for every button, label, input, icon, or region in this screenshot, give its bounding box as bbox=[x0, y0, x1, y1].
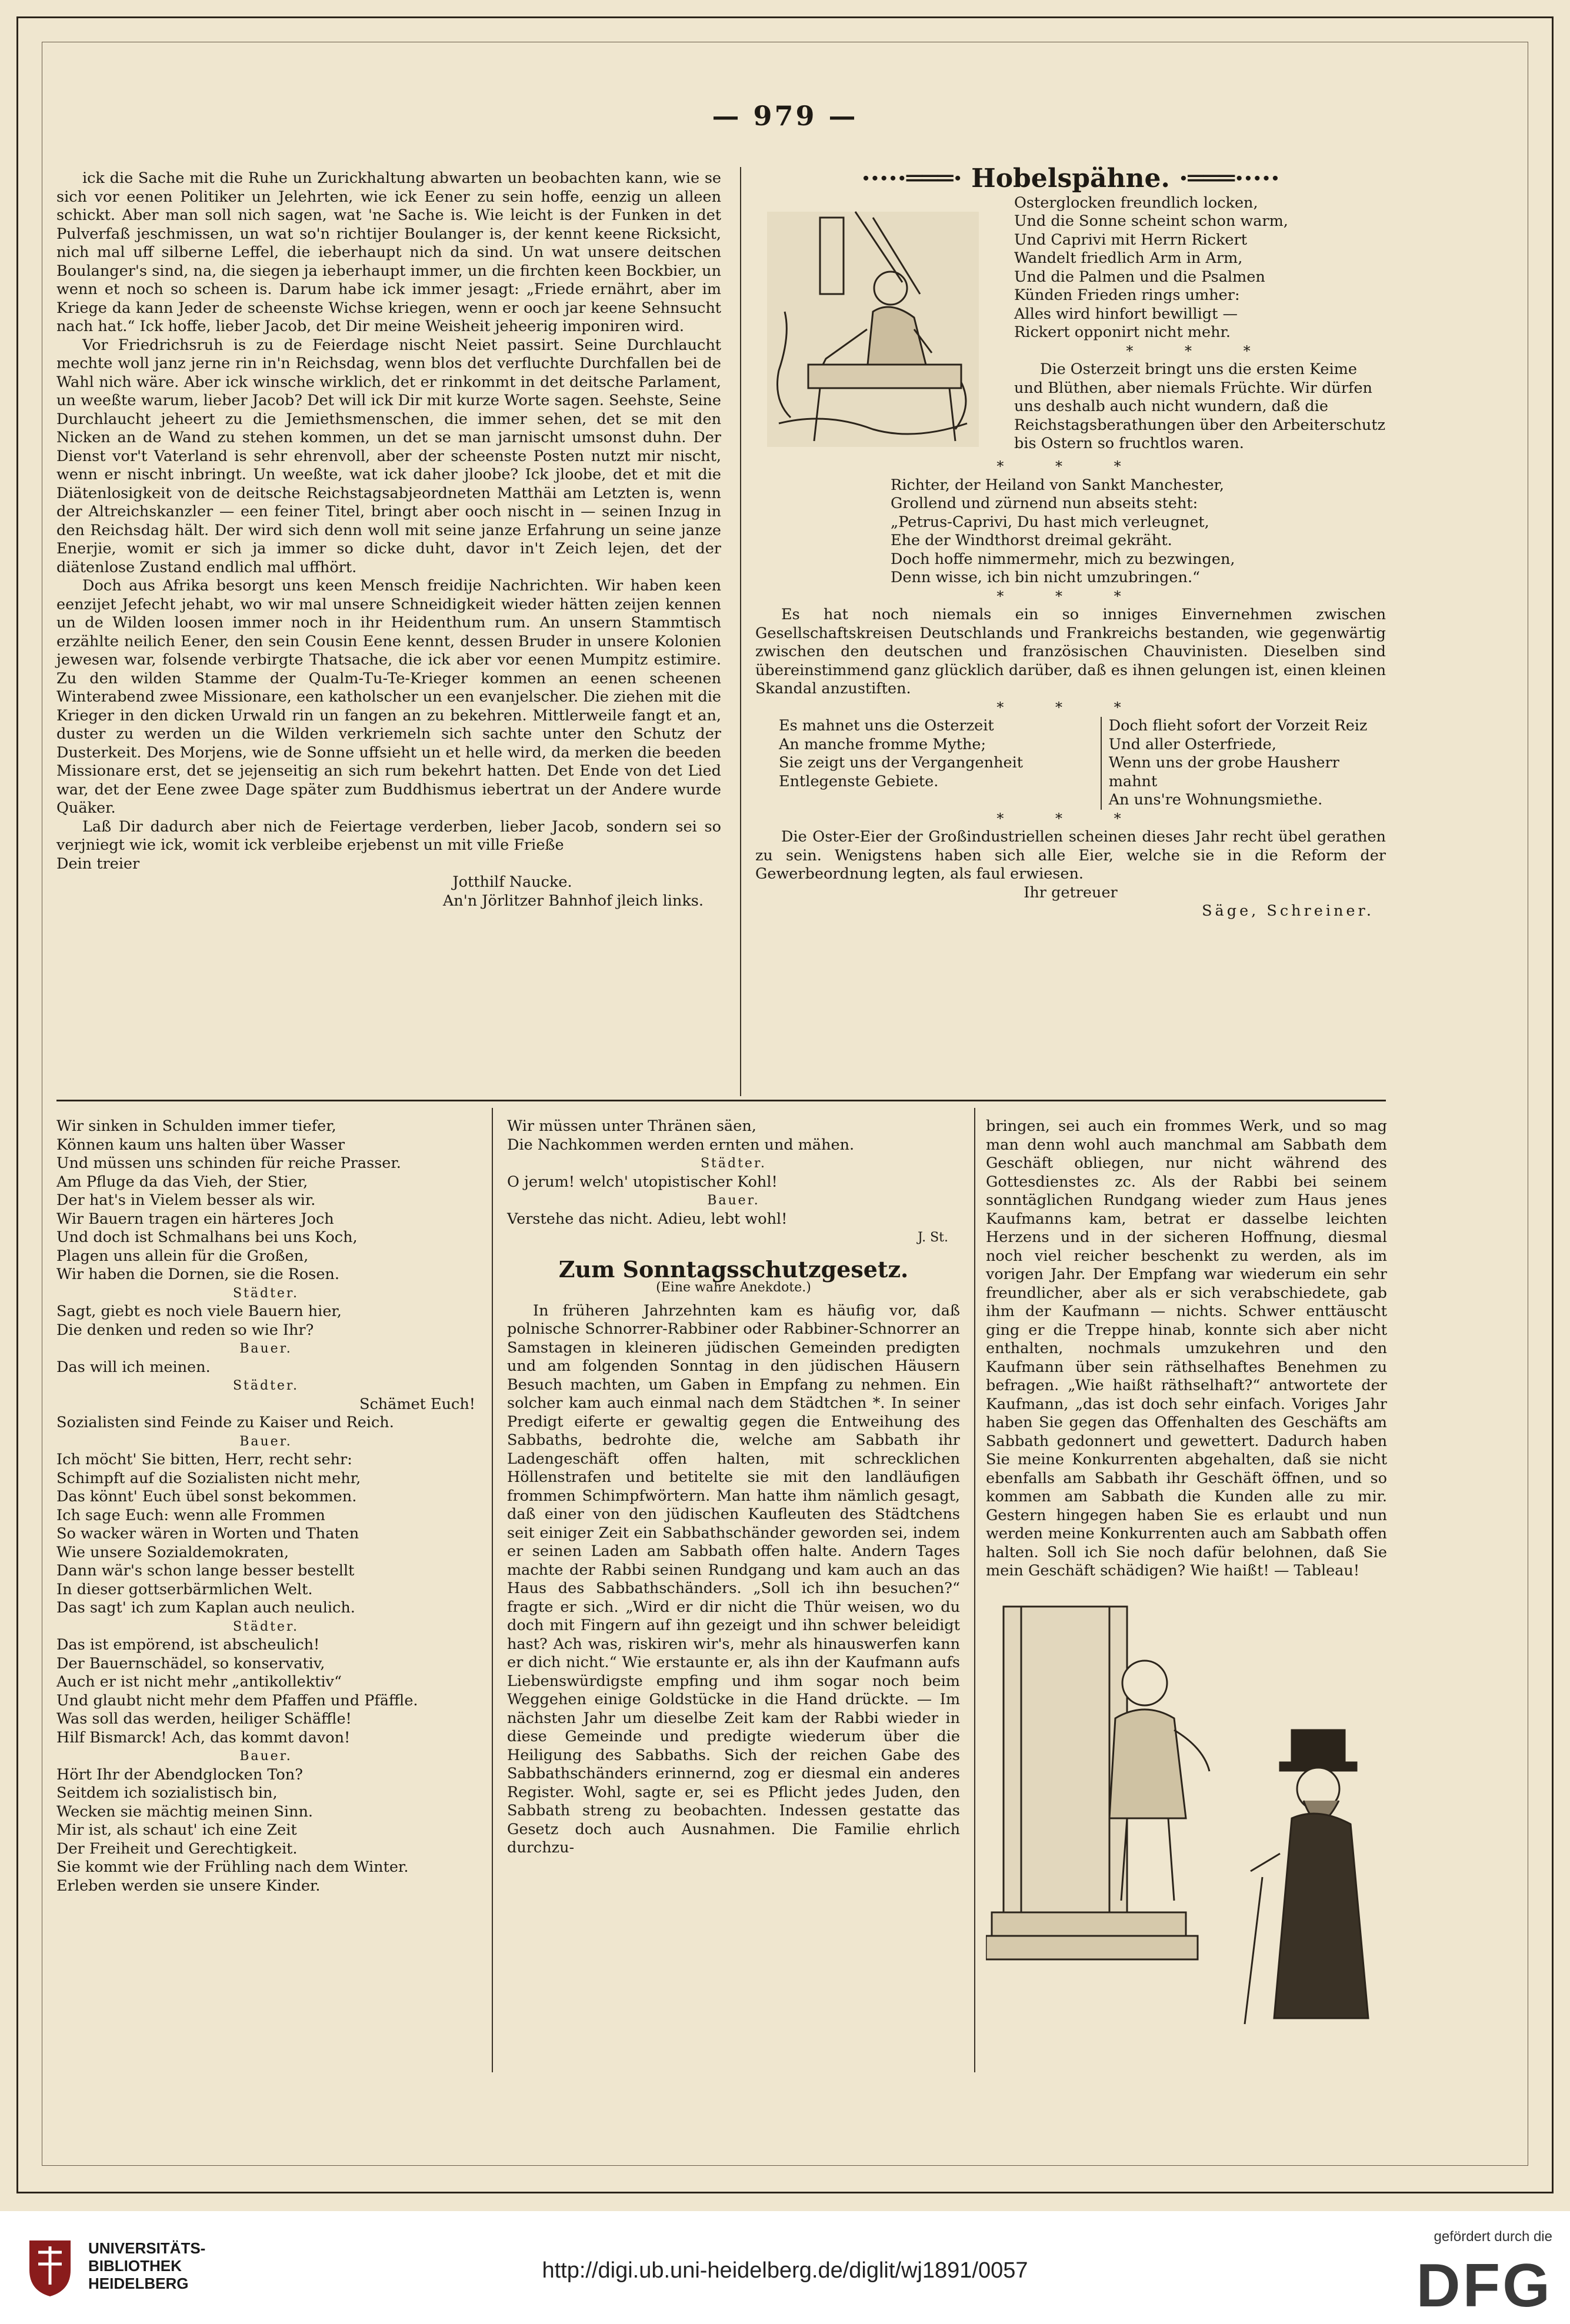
article-subheading: (Eine wahre Anekdote.) bbox=[656, 1280, 811, 1295]
poem-line: Wecken sie mächtig meinen Sinn. bbox=[56, 1802, 313, 1821]
poem-line: Sozialisten sind Feinde zu Kaiser und Reich. bbox=[56, 1414, 394, 1431]
poem-line: Wie unsere Sozialdemokraten, bbox=[56, 1543, 289, 1561]
poem-line: Rickert opponirt nicht mehr. bbox=[1014, 323, 1231, 341]
poem-line: An manche fromme Mythe; bbox=[779, 735, 986, 753]
poem-line: Die Nachkommen werden ernten und mähen. bbox=[507, 1136, 855, 1154]
hobel-signature: Säge, Schreiner. bbox=[1202, 902, 1374, 920]
section-divider bbox=[56, 1100, 1386, 1101]
section-stars: * * * bbox=[996, 699, 1145, 716]
column-divider bbox=[740, 167, 741, 1096]
speaker-label: Bauer. bbox=[239, 1749, 292, 1764]
poem-line: Sie zeigt uns der Vergangenheit bbox=[779, 754, 1023, 772]
letter-paragraph: Laß Dir dadurch aber nich de Feiertage verderben, lieber Jacob, sondern sei so verjniegt wie ick, womit ick verbleibe erjebenst un mit ville Frieße bbox=[56, 817, 721, 854]
poem-line: Doch flieht sofort der Vorzeit Reiz bbox=[1108, 717, 1368, 734]
poem-line: Wandelt friedlich Arm in Arm, bbox=[1014, 249, 1243, 267]
speaker-label: Städter. bbox=[232, 1619, 299, 1634]
letter-paragraph: ick die Sache mit die Ruhe un Zurickhaltung abwarten un beobachten kann, wie se sich vor eenen Politiker un Jelehrten, wie ick Eener zu sein hoffe, eenzig un alleen schickt. Aber man soll nich sagen, wat 'ne Sache is. Wie leicht is der Funken in det Pulverfaß jeschmissen, un wat so'n richtijer Boulanger is, der kennt keene Ricksicht, nich mal uff silberne Leffel, die ieberhaupt nich da sind. Un wat unsere deitschen Boulanger's sind, na, die siegen ja ieberhaupt immer, un die firchten keen Bockbier, un wenn et noch so scheen is. Darum habe ick immer jesagt: „Friede ernährt, aber im Kriege da kann Jeder de scheenste Wichse kriegen, wenn er ooch jar keene Sehnsucht nach hat.“ Ick hoffe, lieber Jacob, det Dir meine Weisheit jeheerig imponiren wird. bbox=[56, 169, 721, 335]
digitization-footer bbox=[0, 2211, 1570, 2324]
poem-line: Und müssen uns schinden für reiche Prasser. bbox=[56, 1154, 401, 1172]
poem-line: Auch er ist nicht mehr „antikollektiv“ bbox=[56, 1673, 342, 1691]
poem-line: Seitdem ich sozialistisch bin, bbox=[56, 1784, 278, 1802]
poem-line: Entlegenste Gebiete. bbox=[779, 772, 939, 790]
sonntagsschutz-column bbox=[507, 1117, 960, 1858]
poem-line: Das ist empörend, ist abscheulich! bbox=[56, 1636, 320, 1654]
poem-line: Hört Ihr der Abendglocken Ton? bbox=[56, 1765, 303, 1784]
letter-paragraph: Doch aus Afrika besorgt uns keen Mensch freidije Nachrichten. Wir haben keen eenzijet Jefecht jehabt, wo wir mal unsere Schneidigkeit wieder hätten zeijen kennen un de Wilden loosen immer noch in ihr Heidenthum rum. An unsern Stammtisch erzählte neilich Eener, den sein Cousin Eene kennt, dessen Bruder in unsere Kolonien jewesen war, folsende verbirgte Thatsache, die ick aber vor eenen Mumpitz estimire. Zu den wilden Stamme der Qualm-Tu-Te-Krieger kommen an eenen scheenen Winterabend zwee Missionare, een katholscher un een evanjelscher. Die ziehen mit die Krieger in den dicken Urwald rin un fangen an zu bekehren. Mittlerweile fangt et an, duster zu werden un die Wilden verkriemeln sich sachte unter den Schutz der Dusterkeit. Des Morjens, wie de Sonne uffsieht un et helle wird, da merken die beeden Missionare erst, det se jejenseitig an sich rum bekehrt hatten. Det Ende von det Lied war, det der Eene zwee Dage später zum Buddhismus iebertrat un der Andere wurde Quäker. bbox=[56, 577, 721, 817]
poem-line: O jerum! welch' utopistischer Kohl! bbox=[507, 1173, 778, 1191]
poem-initials: J. St. bbox=[917, 1230, 948, 1245]
carpenter-illustration bbox=[755, 194, 991, 453]
letter-address: An'n Jörlitzer Bahnhof jleich links. bbox=[442, 891, 704, 910]
poem-line: Und glaubt nicht mehr dem Pfaffen und Pfäffle. bbox=[56, 1691, 418, 1709]
poem-line: Wenn uns der grobe Hausherr mahnt bbox=[1108, 754, 1339, 790]
article-paragraph: bringen, sei auch ein frommes Werk, und so mag man denn wohl auch manchmal am Sabbath dem Geschäft obliegen, nur nicht während des Gottesdienstes zc. Als der Rabbi bei seinem sonntäglichen Rundgang wieder zum Haus jenes Kaufmanns kam, betrat er dasselbe leichten Herzens und in der sicheren Hoffnung, diesmal noch viel reicher beschenkt zu werden, als im vorigen Jahr. Der Empfang war wiederum ein sehr freundlicher, aber als er sich verabschiedete, gab ihm der Kaufmann — nichts. Schwer enttäuscht ging er die Treppe hinab, konnte sich aber nicht enthalten, nochmals umzukehren und den Kaufmann über sein räthselhaftes Benehmen zu befragen. „Wie haißt räthselhaft?“ antwortete der Kaufmann, „das ist doch sehr einfach. Voriges Jahr haben Sie gegen das Offenhalten des Geschäfts am Sabbath gedonnert und gewettert. Dadurch haben Sie meine Konkurrenten abgehalten, daß sie nicht ebenfalls am Sabbath ihr Geschäft öffnen, und so kommen am Sabbath die Kunden alle zu mir. Gestern hingegen haben Sie es erlaubt und nun werden meine Konkurrenten auch am Sabbath offen halten. Soll ich Sie noch dafür belohnen, daß Sie mein Geschäft schädigen? Wie haißt! — Tableau! bbox=[986, 1117, 1387, 1580]
letter-column bbox=[56, 169, 721, 910]
section-stars: * * * bbox=[996, 458, 1145, 475]
article-paragraph: In früheren Jahrzehnten kam es häufig vor, daß polnische Schnorrer-Rabbiner oder Rabbiner-Schnorrer an Samstagen in kleineren jüdischen Gemeinden predigten und am folgenden Sonntag in den jüdischen Häusern Besuch machten, um Gaben in Empfang zu nehmen. Ein solcher kam auch einmal nach dem Städtchen *. In seiner Predigt eiferte er gewaltig gegen die Entweihung des Sabbaths, bedrohte die, welche am Sabbath ihr Ladengeschäft offen halten, mit schrecklichen Höllenstrafen und betitelte sie mit den landläufigen frommen Schimpfwörtern. Man hatte ihm nämlich gesagt, daß einer von den jüdischen Kaufleuten des Städtchens seit einiger Zeit ein Sabbathschänder geworden sei, indem er seinen Laden am Sabbath offen halte. Andern Tages machte der Rabbi seinen Rundgang und kam auch an das Haus des Sabbathschänders. „Soll ich ihn besuchen?“ fragte er sich. „Wird er dir nicht die Thür weisen, wo du doch mit Fingern auf ihn gezeigt und ihn schwer beleidigt hast? Ach was, riskiren wir's, mehr als hinauswerfen kann er dich nicht.“ Wie erstaunte er, als ihn der Kaufmann aufs Liebenswürdigste empfing und ihm sogar noch beim Weggehen einige Goldstücke in die Hand drückte. — Im nächsten Jahr um dieselbe Zeit kam der Rabbi wieder in diese Gemeinde und predigte wiederum über die Heiligung des Sabbaths. Sich der reichen Gabe des Sabbathschänders erinnernd, zog er diesmal ein anderes Register. Wohl, sagte er, sei es Pflicht jedes Juden, den Sabbath streng zu beobachten. Indessen gestatte das Gesetz doch auch Ausnahmen. Die Familie ehrlich durchzu- bbox=[507, 1301, 960, 1856]
poem-line: An uns're Wohnungsmiethe. bbox=[1108, 791, 1323, 809]
poem-line: Alles wird hinfort bewilligt — bbox=[1014, 305, 1238, 323]
ornament-right-icon: ·═══····· bbox=[1179, 163, 1280, 193]
column-divider bbox=[974, 1108, 975, 2072]
section-heading: ·····═══· Hobelspähne. ·═══····· bbox=[861, 163, 1280, 193]
poem-line: Und die Palmen und die Psalmen bbox=[1014, 268, 1265, 286]
poem-line: Können kaum uns halten über Wasser bbox=[56, 1136, 345, 1154]
poem-line: Richter, der Heiland von Sankt Manchester, bbox=[891, 476, 1225, 494]
poem-line: Verstehe das nicht. Adieu, lebt wohl! bbox=[507, 1210, 788, 1228]
poem-line: Dann wär's schon lange besser bestellt bbox=[56, 1562, 355, 1580]
poem-line: Der Freiheit und Gerechtigkeit. bbox=[56, 1839, 298, 1858]
poem-line: So wacker wären in Worten und Thaten bbox=[56, 1525, 359, 1542]
poem-line: Wir sinken in Schulden immer tiefer, bbox=[56, 1117, 336, 1135]
rabbi-merchant-illustration bbox=[986, 1595, 1387, 2053]
article-heading: Zum Sonntagsschutzgesetz. bbox=[558, 1256, 909, 1283]
dialogue-poem-continuation bbox=[507, 1117, 960, 1228]
poem-line: Mir ist, als schaut' ich eine Zeit bbox=[56, 1821, 297, 1839]
section-stars: * * * bbox=[1126, 342, 1274, 359]
section-stars: * * * bbox=[996, 810, 1145, 827]
speaker-label: Bauer. bbox=[707, 1193, 760, 1208]
ornament-left-icon: ·····═══· bbox=[861, 163, 962, 193]
letter-signature: Jotthilf Naucke. bbox=[452, 873, 572, 891]
hobel-paragraph: Die Oster-Eier der Großindustriellen scheinen dieses Jahr recht übel gerathen zu sein. Wenigstens haben sich alle Eier, welche sie in die Reform der Gewerbeordnung legten, als faul erwiesen. bbox=[755, 828, 1386, 883]
poem-line: Denn wisse, ich bin nicht umzubringen.“ bbox=[891, 569, 1201, 586]
poem-line: Und doch ist Schmalhans bei uns Koch, bbox=[56, 1228, 358, 1246]
poem-line: Sagt, giebt es noch viele Bauern hier, bbox=[56, 1303, 342, 1320]
poem-line: Und aller Osterfriede, bbox=[1108, 735, 1276, 753]
dialogue-poem-column bbox=[56, 1117, 475, 1895]
speaker-label: Städter. bbox=[232, 1378, 299, 1393]
speaker-label: Städter. bbox=[700, 1156, 767, 1171]
poem-line: In dieser gottserbärmlichen Welt. bbox=[56, 1580, 313, 1598]
poem-line: „Petrus-Caprivi, Du hast mich verleugnet, bbox=[891, 513, 1209, 531]
poem-line: Wir haben die Dornen, sie die Rosen. bbox=[56, 1265, 339, 1283]
hobelspaehne-column bbox=[755, 163, 1386, 921]
poem-line: Grollend und zürnend nun abseits steht: bbox=[891, 495, 1198, 512]
poem-line: Was soll das werden, heiliger Schäffle! bbox=[56, 1710, 352, 1728]
speaker-label: Städter. bbox=[232, 1285, 299, 1301]
poem-line: Hilf Bismarck! Ach, das kommt davon! bbox=[56, 1728, 351, 1747]
poem-line: Wir Bauern tragen ein härteres Joch bbox=[56, 1210, 334, 1228]
poem-line: Schämet Euch! bbox=[359, 1395, 475, 1413]
poem-line: Das will ich meinen. bbox=[56, 1358, 211, 1376]
poem-line: Am Pfluge da das Vieh, der Stier, bbox=[56, 1173, 308, 1191]
institution-name: UNIVERSITÄTS- BIBLIOTHEK HEIDELBERG bbox=[88, 2239, 206, 2292]
letter-closing: Dein treier bbox=[56, 854, 140, 873]
poem-line: Der hat's in Vielem besser als wir. bbox=[56, 1191, 316, 1209]
article-continuation-column bbox=[986, 1117, 1387, 2053]
poem-line: Der Bauernschädel, so konservativ, bbox=[56, 1654, 325, 1672]
poem-line: Schimpft auf die Sozialisten nicht mehr, bbox=[56, 1469, 361, 1487]
poem-line: Ich sage Euch: wenn alle Frommen bbox=[56, 1506, 325, 1524]
poem-line: Erleben werden sie unsere Kinder. bbox=[56, 1876, 321, 1895]
section-stars: * * * bbox=[996, 587, 1145, 605]
poem-line: Ich möcht' Sie bitten, Herr, recht sehr: bbox=[56, 1451, 352, 1468]
poem-line: Ehe der Windthorst dreimal gekräht. bbox=[891, 532, 1172, 549]
poem-line: Osterglocken freundlich locken, bbox=[1014, 193, 1258, 212]
source-url-link[interactable]: http://digi.ub.uni-heidelberg.de/diglit/wj1891/0057 bbox=[542, 2258, 1028, 2283]
poem-line: Die denken und reden so wie Ihr? bbox=[56, 1321, 314, 1339]
poem-line: Künden Frieden rings umher: bbox=[1014, 286, 1240, 304]
poem-line: Und die Sonne scheint schon warm, bbox=[1014, 212, 1288, 230]
speaker-label: Bauer. bbox=[239, 1341, 292, 1356]
poem-line: Plagen uns allein für die Großen, bbox=[56, 1247, 309, 1265]
poem-line: Und Caprivi mit Herrn Rickert bbox=[1014, 231, 1247, 249]
poem-line: Sie kommt wie der Frühling nach dem Winter. bbox=[56, 1858, 409, 1876]
sponsor-note: gefördert durch die bbox=[1434, 2229, 1552, 2245]
letter-paragraph: Vor Friedrichsruh is zu de Feierdage nischt Neiet passirt. Seine Durchlaucht mechte woll janz jerne rin in'n Reichsdag, wenn blos det verfluchte Durchfallen bei de Wahl nich wäre. Aber ick winsche wirklich, det er rinkommt in det deitsche Parlament, un weeßte warum, lieber Jacob? Det will ick Dir mit kurze Worte sagen. Seehste, Seine Durchlaucht jeheert zu die Jemiethsmenschen, die immer sehen, det se mit den Nicken an de Wand zu stehen kommen, un det se man jarnischt umsonst duhn. Der Dienst vor't Vaterland is sehr ehrenvoll, aber der scheenste Posten nutzt mir nischt, wenn er nischt inbringt. Un weeßte, wat ick daher jloobe? Ick jloobe, det et mit die Diätenlosigkeit von de deitsche Reichstagsabjeordneten Matthäi am Letzten is, wenn der Altreichskanzler — een feiner Titel, bringt aber ooch nischt in — seinen Inzug in den Reichsdag hält. Der wird sich denn woll mit seine janze Erfahrung un seine janze Enerjie, womit er sich ja immer so dicke duht, davor in't Zeich lejen, det der diätenlose Zustand endlich mal uffhört. bbox=[56, 336, 721, 576]
poem-line: Wir müssen unter Thränen säen, bbox=[507, 1117, 756, 1135]
poem-line: Das könnt' Euch übel sonst bekommen. bbox=[56, 1488, 357, 1505]
speaker-label: Bauer. bbox=[239, 1434, 292, 1449]
hobel-paragraph: Es hat noch niemals ein so inniges Einvernehmen zwischen Gesellschaftskreisen Deutschlands und Frankreichs bestanden, wie gegenwärtig zwischen den deutschen und französischen Chauvinisten. Dieselben sind übereinstimmend ganz glücklich darüber, daß es ihnen gelungen ist, einen kleinen Skandal anzustiften. bbox=[755, 606, 1386, 697]
hobel-closing: Ihr getreuer bbox=[1024, 883, 1118, 901]
page-number: — 979 — bbox=[712, 100, 858, 132]
column-divider bbox=[492, 1108, 493, 2072]
dfg-logo: DFG bbox=[1416, 2252, 1552, 2320]
poem-line: Das sagt' ich zum Kaplan auch neulich. bbox=[56, 1599, 355, 1617]
poem-line: Es mahnet uns die Osterzeit bbox=[779, 717, 994, 734]
poem-line: Doch hoffe nimmermehr, mich zu bezwingen, bbox=[891, 550, 1235, 568]
hobel-paragraph: Die Osterzeit bringt uns die ersten Keime und Blüthen, aber niemals Früchte. Wir dürfen uns deshalb auch nicht wundern, daß die Reichstagsberathungen über den Arbeiterschutz bis Ostern so fruchtlos waren. bbox=[1014, 360, 1386, 452]
